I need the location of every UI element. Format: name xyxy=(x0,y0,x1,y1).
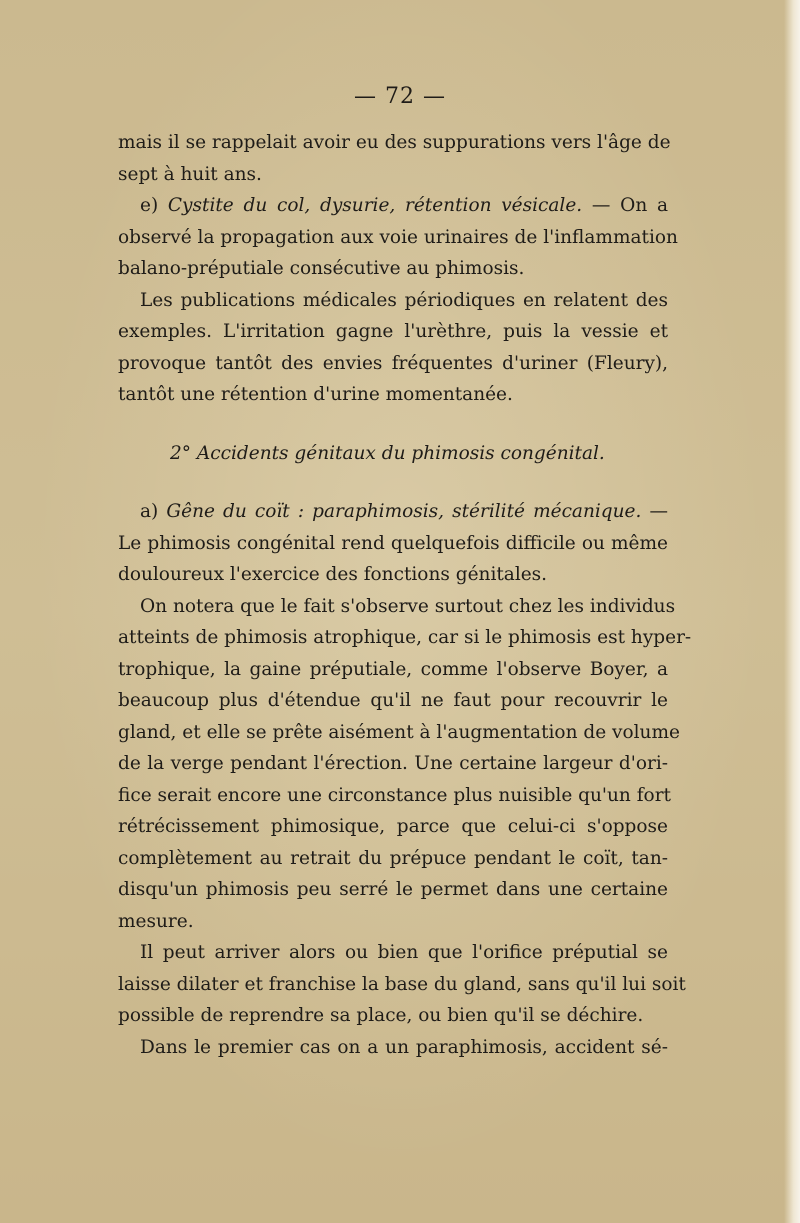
text-line: sept à huit ans. xyxy=(118,163,262,185)
text-line: trophique, la gaine préputiale, comme l'observe Boyer, a xyxy=(118,658,668,680)
body-text xyxy=(118,127,692,1063)
text-line: laisse dilater et franchise la base du gland, sans qu'il lui soit xyxy=(118,973,686,995)
text-line: mais il se rappelait avoir eu des suppurations vers l'âge de xyxy=(118,132,671,153)
text-line: mesure. xyxy=(118,910,194,932)
section-heading-e xyxy=(118,190,668,222)
text-line: Les publications médicales périodiques en relatent des xyxy=(140,289,668,311)
section-dash: — On a xyxy=(582,195,668,216)
text-line: possible de reprendre sa place, ou bien qu'il se déchire. xyxy=(118,1005,644,1026)
text-line: de la verge pendant l'érection. Une certaine largeur d'ori- xyxy=(118,753,668,774)
section-title: Cystite du col, dysurie, rétention vésicale. xyxy=(167,195,583,216)
text-line: On notera que le fait s'observe surtout chez les individus xyxy=(140,595,676,617)
page-number: — 72 — xyxy=(354,84,446,109)
section-label: e) xyxy=(140,195,168,216)
section-dash: — xyxy=(641,501,668,522)
section-label: a) xyxy=(140,501,167,522)
text-line: rétrécissement phimosique, parce que celui-ci s'oppose xyxy=(118,816,668,837)
text-line: fice serait encore une circonstance plus nuisible qu'un fort xyxy=(118,784,671,806)
text-line: Dans le premier cas on a un paraphimosis, accident sé- xyxy=(140,1036,668,1058)
page-edge xyxy=(784,0,800,1223)
text-line: tantôt une rétention d'urine momentanée. xyxy=(118,384,513,405)
text-line: complètement au retrait du prépuce pendant le coït, tan- xyxy=(118,847,668,869)
text-line: Il peut arriver alors ou bien que l'orifice préputial se xyxy=(140,942,668,963)
text-line: observé la propagation aux voie urinaires de l'inflammation xyxy=(118,226,678,248)
section-heading-a xyxy=(118,496,668,528)
text-line: exemples. L'irritation gagne l'urèthre, puis la vessie et xyxy=(118,321,668,342)
text-line: balano-préputiale consécutive au phimosis. xyxy=(118,258,525,279)
text-line: provoque tantôt des envies fréquentes d'uriner (Fleury), xyxy=(118,352,668,374)
section-title: Gêne du coït : paraphimosis, stérilité mécanique. xyxy=(166,501,642,522)
text-line: gland, et elle se prête aisément à l'augmentation de volume xyxy=(118,721,680,743)
text-line: atteints de phimosis atrophique, car si le phimosis est hyper- xyxy=(118,627,692,648)
text-line: douloureux l'exercice des fonctions génitales. xyxy=(118,564,548,585)
text-line: disqu'un phimosis peu serré le permet dans une certaine xyxy=(118,879,668,900)
text-line: Le phimosis congénital rend quelquefois difficile ou même xyxy=(118,532,668,554)
chapter-heading: 2° Accidents génitaux du phimosis congénital. xyxy=(170,442,605,464)
text-line: beaucoup plus d'étendue qu'il ne faut pour recouvrir le xyxy=(118,690,668,711)
